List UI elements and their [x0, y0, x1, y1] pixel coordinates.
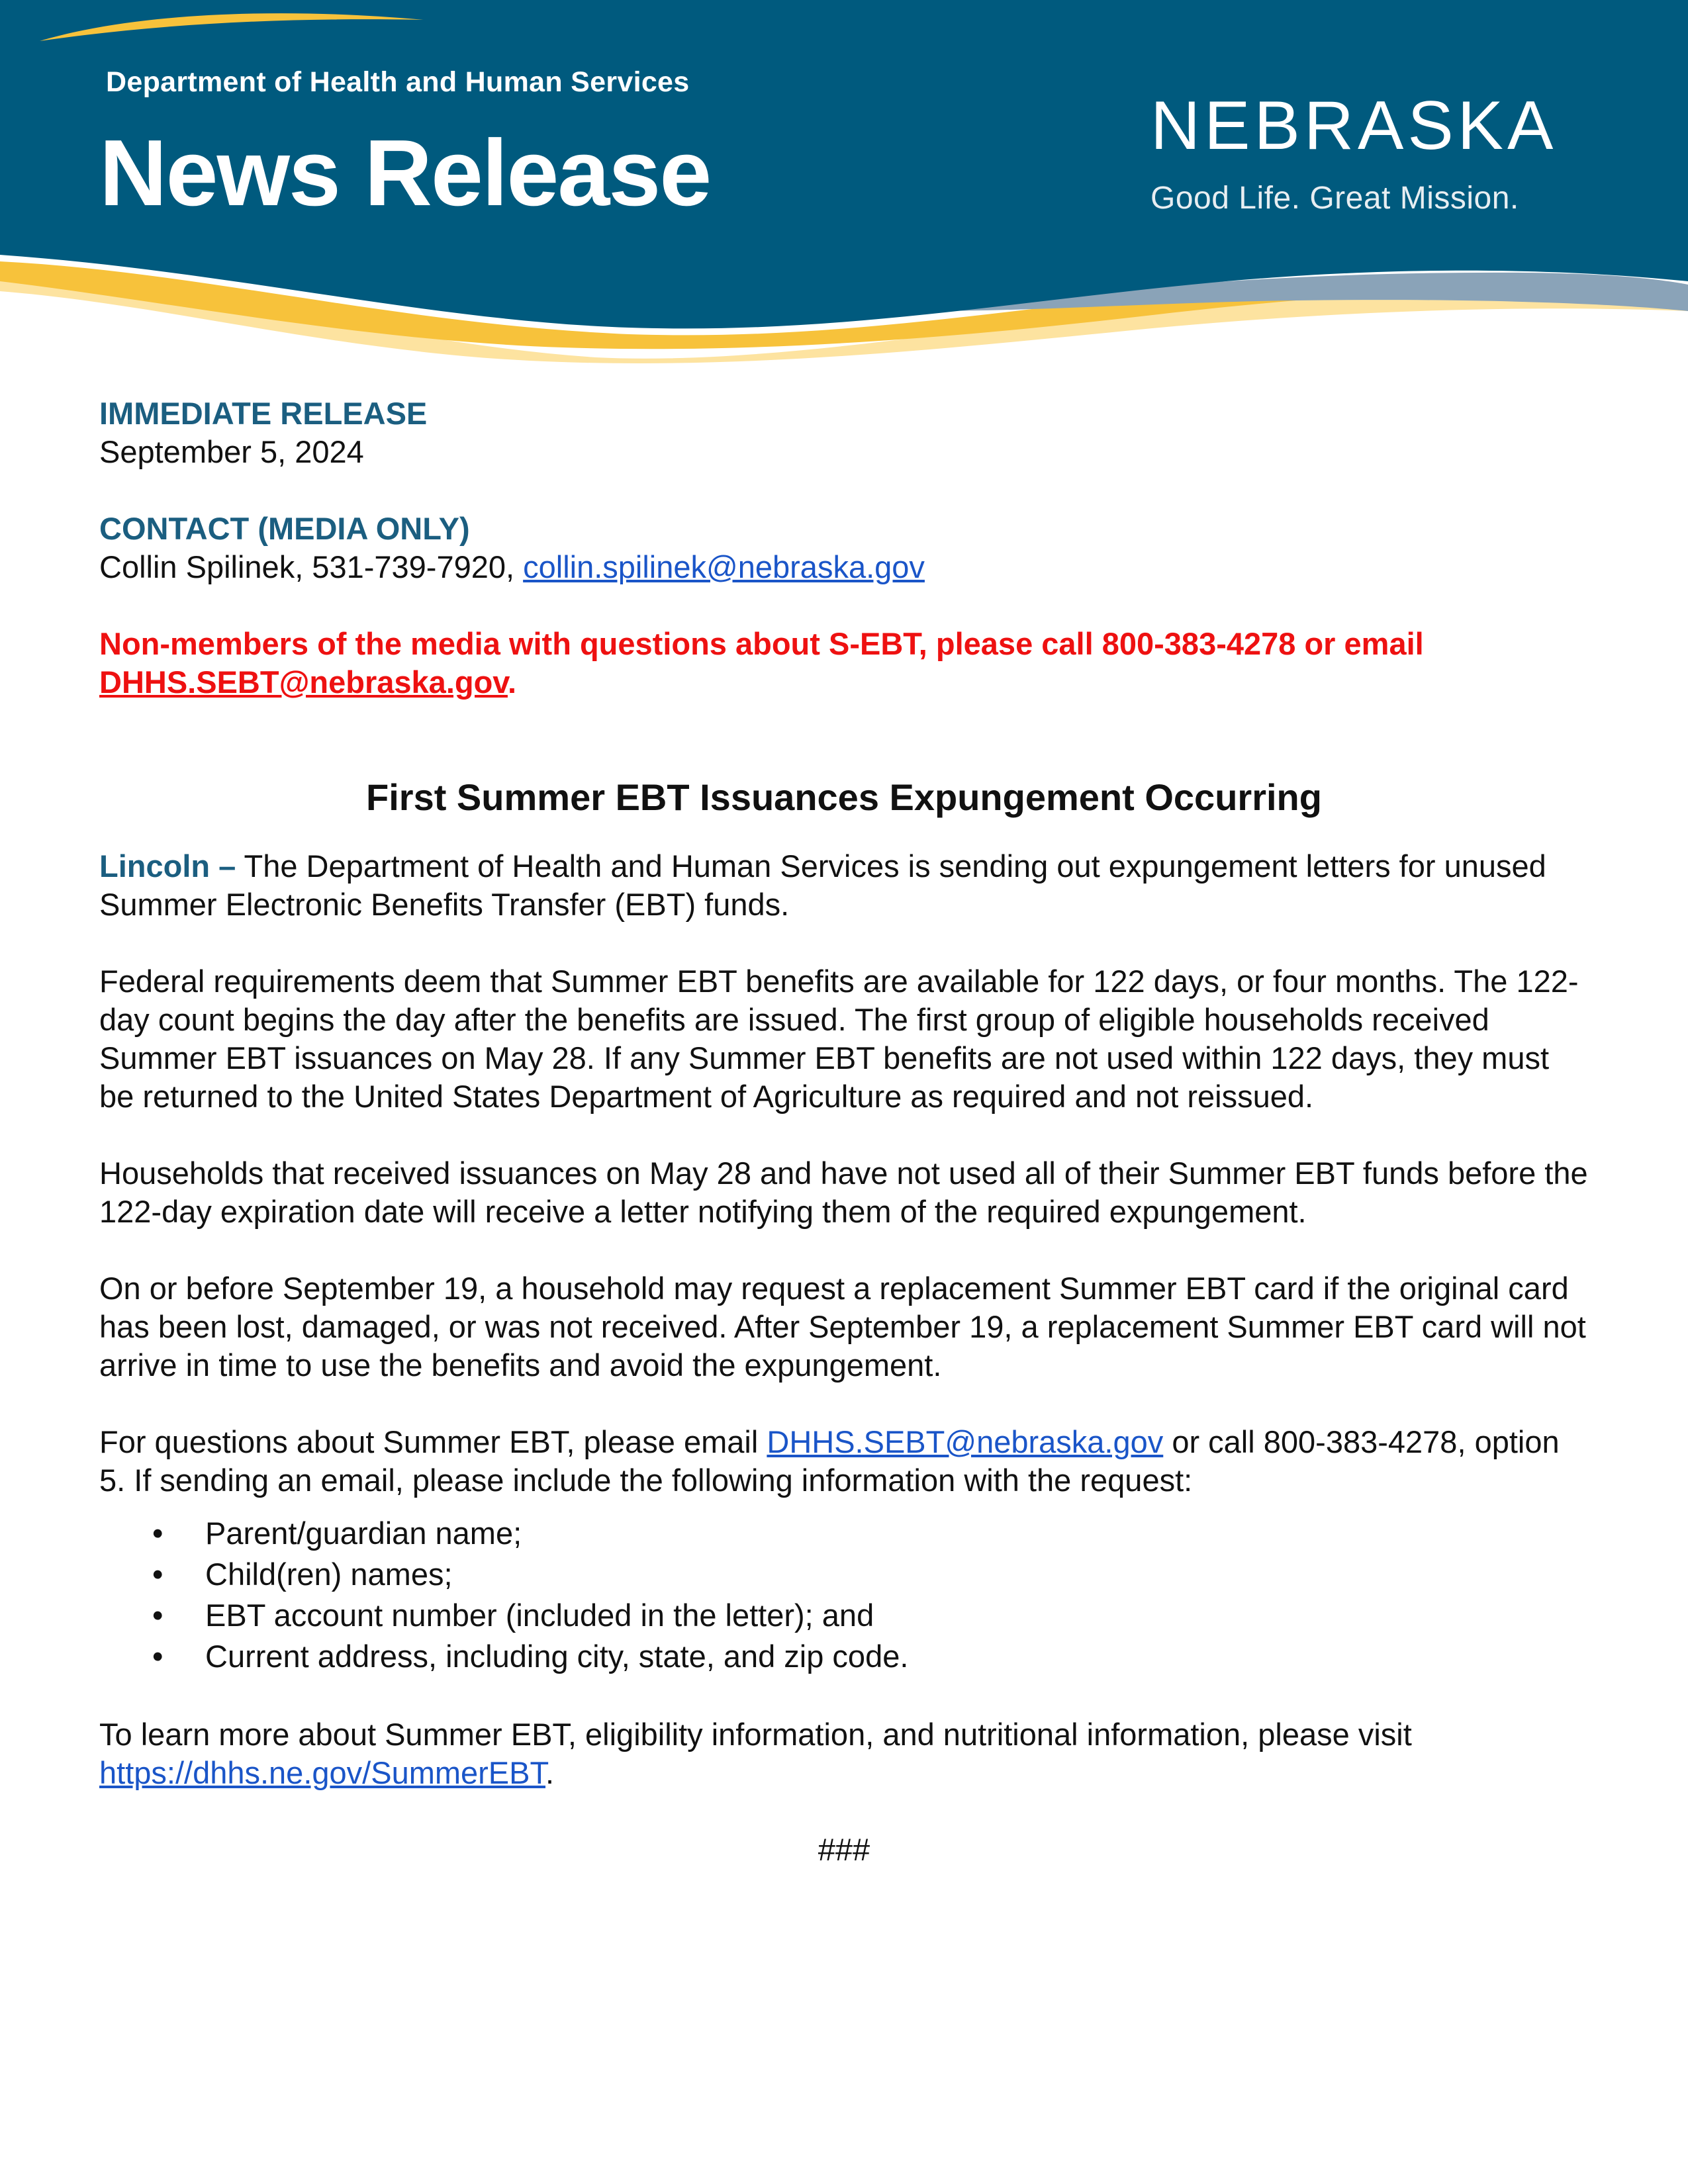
contact-label: CONTACT (MEDIA ONLY): [99, 511, 470, 546]
paragraph-5: [99, 1423, 1589, 1500]
public-notice-email-link[interactable]: DHHS.SEBT@nebraska.gov: [99, 664, 508, 700]
department-name: Department of Health and Human Services: [106, 66, 690, 98]
public-notice-text: Non-members of the media with questions about S-EBT, please call 800-383-4278 or email: [99, 626, 1424, 661]
list-item: • EBT account number (included in the letter); and: [205, 1595, 1589, 1636]
public-notice: [99, 625, 1589, 702]
end-mark: ###: [818, 1832, 870, 1867]
paragraph-2: Federal requirements deem that Summer EBT benefits are available for 122 days, or four months. The 122-day count begins the day after the benefits are issued. The first group of eligible households received Summer EBT issuances on May 28. If any Summer EBT benefits are not used within 122 days, they must be returned to the United States Department of Agriculture as required and not reissued.: [99, 964, 1579, 1114]
summer-ebt-website-link[interactable]: https://dhhs.ne.gov/SummerEBT: [99, 1755, 545, 1790]
paragraph-1: [99, 847, 1589, 924]
logo-tagline: Good Life. Great Mission.: [1150, 181, 1519, 216]
release-body: [99, 394, 1589, 1869]
contact-email-link[interactable]: collin.spilinek@nebraska.gov: [523, 549, 925, 584]
nebraska-logo: NEBRASKA: [1150, 87, 1558, 164]
paragraph-4: On or before September 19, a household may request a replacement Summer EBT card if the original card has been lost, damaged, or was not received. After September 19, a replacement Summer EBT card will not arrive in time to use the benefits and avoid the expungement.: [99, 1271, 1586, 1383]
paragraph-1-text: The Department of Health and Human Services is sending out expungement letters for unused Summer Electronic Benefits Transfer (EBT) funds.: [99, 848, 1546, 922]
sebt-email-link[interactable]: DHHS.SEBT@nebraska.gov: [767, 1424, 1164, 1459]
list-item: • Child(ren) names;: [205, 1554, 1589, 1595]
paragraph-6-tail: .: [545, 1755, 555, 1790]
paragraph-6: [99, 1715, 1589, 1792]
list-item: • Parent/guardian name;: [205, 1513, 1589, 1554]
dateline: Lincoln –: [99, 848, 236, 884]
contact-text: Collin Spilinek, 531-739-7920,: [99, 549, 524, 584]
paragraph-5-text: For questions about Summer EBT, please email: [99, 1424, 767, 1459]
required-info-list: [99, 1513, 1589, 1677]
page-title: News Release: [99, 120, 711, 226]
paragraph-3: Households that received issuances on May 28 and have not used all of their Summer EBT funds before the 122-day expiration date will receive a letter notifying them of the required expungement.: [99, 1156, 1588, 1229]
release-label: IMMEDIATE RELEASE: [99, 396, 428, 431]
public-notice-tail: .: [507, 664, 517, 700]
contact-line: [99, 548, 1589, 586]
paragraph-5-tail: or call 800-383-4278, option 5. If sending an email, please include the following information with the request:: [99, 1424, 1560, 1498]
list-item: • Current address, including city, state, and zip code.: [205, 1636, 1589, 1677]
release-date: September 5, 2024: [99, 434, 364, 469]
header-banner: [0, 0, 1688, 371]
logo-swoosh-icon: [0, 0, 437, 53]
paragraph-6-text: To learn more about Summer EBT, eligibility information, and nutritional information, please visit: [99, 1717, 1412, 1752]
headline: First Summer EBT Issuances Expungement Occurring: [366, 776, 1322, 818]
